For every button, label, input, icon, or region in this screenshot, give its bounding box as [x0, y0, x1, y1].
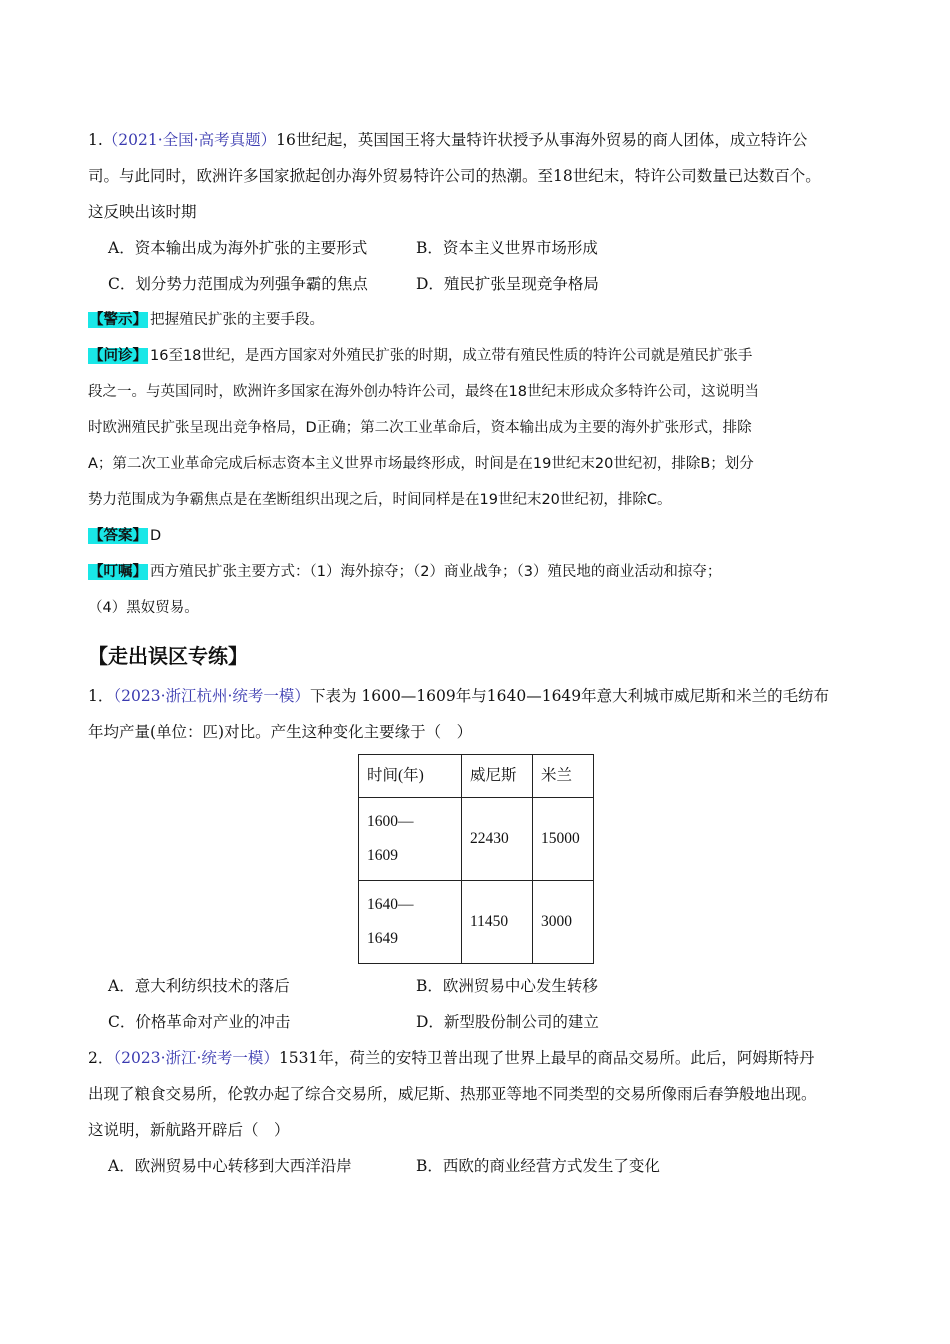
option-a: A．意大利纺织技术的落后: [108, 977, 290, 995]
stem-text: 出现了粮食交易所，伦敦办起了综合交易所，威尼斯、热那亚等地不同类型的交易所像雨后春笋般地出现。: [88, 1085, 817, 1103]
warning-text: 把握殖民扩张的主要手段。: [150, 312, 324, 328]
option-b: B．欧洲贸易中心发生转移: [416, 977, 598, 995]
table-cell-milan: 3000: [533, 881, 594, 964]
diagnosis-text: 16至18世纪，是西方国家对外殖民扩张的时期，成立带有殖民性质的特许公司就是殖民扩张手: [150, 348, 753, 364]
stem-text: 16世纪起，英国国王将大量特许状授予从事海外贸易的商人团体，成立特许公: [276, 131, 808, 149]
question-number: 1.: [88, 131, 103, 149]
table-cell-milan: 15000: [533, 798, 594, 881]
table-cell-period: [359, 798, 462, 881]
diagnosis-line: 势力范围成为争霸焦点是在垄断组织出现之后，时间同样是在19世纪末20世纪初，排除C。: [88, 492, 672, 508]
table-header: 时间(年): [359, 755, 462, 798]
warning-tag: 【警示】: [89, 312, 147, 328]
stem-text: 这反映出该时期: [88, 203, 197, 221]
stem-text: 这说明，新航路开辟后（ ）: [88, 1121, 290, 1139]
question-1: [88, 678, 878, 1040]
reminder-line: （4）黑奴贸易。: [88, 600, 199, 616]
diagnosis-tag: 【问诊】: [89, 348, 147, 364]
question-source: （2023·浙江·统考一模）: [113, 1049, 279, 1067]
section-title: 【走出误区专练】: [88, 644, 248, 668]
table-cell-venice: 22430: [462, 798, 533, 881]
stem-text: 1531年，荷兰的安特卫普出现了世界上最早的商品交易所。此后，阿姆斯特丹: [278, 1049, 815, 1067]
reminder-tag: 【叮嘱】: [89, 564, 147, 580]
option-d: D．新型股份制公司的建立: [416, 1013, 599, 1031]
answer-line: [88, 518, 878, 554]
question-stem: [88, 678, 878, 714]
table-header-row: [359, 755, 594, 798]
diagnosis-block: [88, 338, 878, 518]
option-d: D．殖民扩张呈现竞争格局: [416, 275, 599, 293]
period-end: 1649: [367, 930, 398, 947]
table-row: [359, 881, 594, 964]
option-c: C．划分势力范围成为列强争霸的焦点: [108, 275, 368, 293]
option-b: B．西欧的商业经营方式发生了变化: [416, 1157, 660, 1175]
answer-tag: 【答案】: [89, 528, 147, 544]
question-stem: [88, 1040, 878, 1076]
stem-text: 下表为 1600—1609年与1640—1649年意大利城市威尼斯和米兰的毛纺布: [309, 687, 830, 705]
question-2: [88, 1040, 878, 1184]
document-page: [88, 122, 878, 1184]
options-row: [88, 968, 878, 1004]
question-stem: [88, 122, 878, 158]
option-c: C．价格革命对产业的冲击: [108, 1013, 291, 1031]
question-source: （2021·全国·高考真题）: [102, 131, 277, 149]
question-number: 1．: [88, 687, 114, 705]
reminder-text: 西方殖民扩张主要方式：（1）海外掠夺；（2）商业战争；（3）殖民地的商业活动和掠夺；: [150, 564, 722, 580]
previous-question: [88, 122, 878, 626]
diagnosis-line: A；第二次工业革命完成后标志资本主义世界市场最终形成，时间是在19世纪末20世纪初，排除B；划分: [88, 456, 754, 472]
table-header: 米兰: [533, 755, 594, 798]
period-start: 1640—: [367, 896, 414, 913]
production-table: [358, 754, 594, 964]
options-row: [88, 266, 878, 302]
options-row: [88, 230, 878, 266]
reminder-line: [88, 554, 878, 590]
answer-text: D: [150, 528, 162, 544]
stem-text: 司。与此同时，欧洲许多国家掀起创办海外贸易特许公司的热潮。至18世纪末，特许公司数量已达数百个。: [88, 167, 821, 185]
table-cell-period: [359, 881, 462, 964]
diagnosis-line: 时欧洲殖民扩张呈现出竞争格局，D正确；第二次工业革命后，资本输出成为主要的海外扩张形式，排除: [88, 420, 752, 436]
diagnosis-line: [88, 338, 878, 374]
option-b: B．资本主义世界市场形成: [416, 239, 598, 257]
table-header: 威尼斯: [462, 755, 533, 798]
question-number: 2．: [88, 1049, 114, 1067]
period-end: 1609: [367, 847, 398, 864]
option-a: A．资本输出成为海外扩张的主要形式: [108, 239, 368, 257]
table-row: [359, 798, 594, 881]
warning-note: [88, 302, 878, 338]
stem-text: 年均产量(单位：匹)对比。产生这种变化主要缘于（ ）: [88, 723, 473, 741]
table-cell-venice: 11450: [462, 881, 533, 964]
options-row: [88, 1004, 878, 1040]
period-start: 1600—: [367, 813, 414, 830]
question-source: （2023·浙江杭州·统考一模）: [113, 687, 310, 705]
options-row: [88, 1148, 878, 1184]
diagnosis-line: 段之一。与英国同时，欧洲许多国家在海外创办特许公司，最终在18世纪末形成众多特许公司，这说明当: [88, 384, 759, 400]
option-a: A．欧洲贸易中心转移到大西洋沿岸: [108, 1157, 352, 1175]
